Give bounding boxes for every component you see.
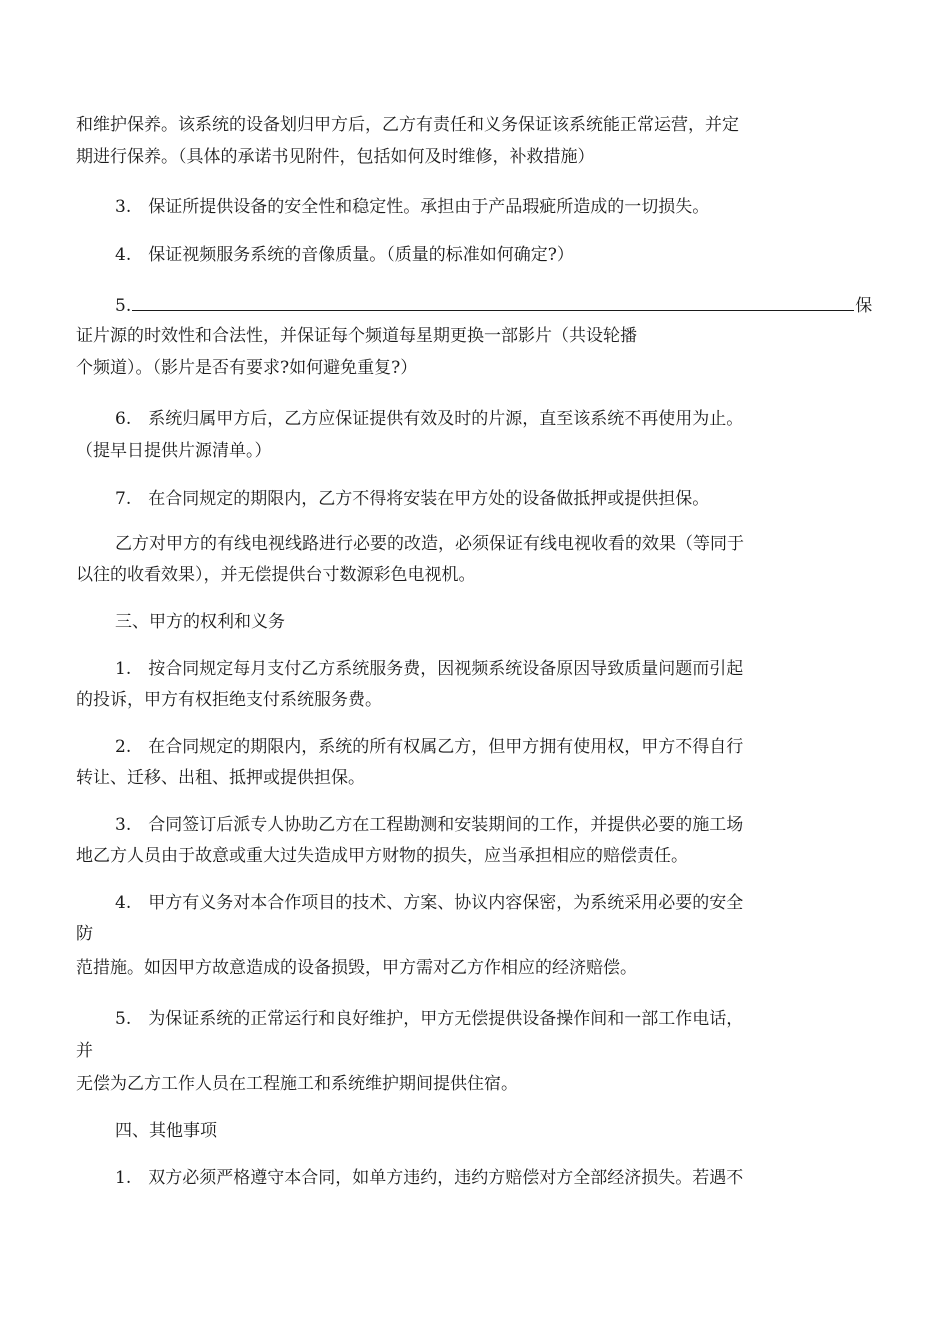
section-heading-4: 四、其他事项 bbox=[115, 1121, 217, 1141]
text-line: 防 bbox=[76, 924, 93, 944]
text-line: 个频道）。（影片是否有要求?如何避免重复?） bbox=[76, 358, 418, 378]
clause-5-line bbox=[115, 292, 872, 319]
text-line: 期进行保养。（具体的承诺书见附件，包括如何及时维修，补救措施） bbox=[76, 147, 595, 167]
text-line: 地乙方人员由于故意或重大过失造成甲方财物的损失，应当承担相应的赔偿责任。 bbox=[76, 846, 688, 866]
clause-a2: 2. 在合同规定的期限内，系统的所有权属乙方，但甲方拥有使用权，甲方不得自行 bbox=[115, 737, 744, 757]
text-line: 无偿为乙方工作人员在工程施工和系统维护期间提供住宿。 bbox=[76, 1074, 518, 1094]
text-line: 以往的收看效果），并无偿提供台寸数源彩色电视机。 bbox=[76, 565, 476, 585]
clause-a1: 1. 按合同规定每月支付乙方系统服务费，因视频系统设备原因导致质量问题而引起 bbox=[115, 659, 744, 679]
clause-5-number: 5. bbox=[115, 296, 132, 316]
text-line: 证片源的时效性和合法性，并保证每个频道每星期更换一部影片（共设轮播 bbox=[76, 326, 637, 346]
paragraph: 乙方对甲方的有线电视线路进行必要的改造，必须保证有线电视收看的效果（等同于 bbox=[115, 534, 744, 554]
section-heading-3: 三、甲方的权利和义务 bbox=[115, 612, 285, 632]
clause-6: 6. 系统归属甲方后，乙方应保证提供有效及时的片源，直至该系统不再使用为止。 bbox=[115, 409, 744, 429]
text-line: 并 bbox=[76, 1041, 93, 1061]
text-line: 范措施。如因甲方故意造成的设备损毁，甲方需对乙方作相应的经济赔偿。 bbox=[76, 958, 637, 978]
text-line: （提早日提供片源清单。） bbox=[76, 441, 272, 461]
clause-a3: 3. 合同签订后派专人协助乙方在工程勘测和安装期间的工作，并提供必要的施工场 bbox=[115, 815, 744, 835]
clause-b1: 1. 双方必须严格遵守本合同，如单方违约，违约方赔偿对方全部经济损失。若遇不 bbox=[115, 1168, 744, 1188]
text-line: 和维护保养。该系统的设备划归甲方后，乙方有责任和义务保证该系统能正常运营，并定 bbox=[76, 115, 739, 135]
text-line: 的投诉，甲方有权拒绝支付系统服务费。 bbox=[76, 690, 382, 710]
text-line: 转让、迁移、出租、抵押或提供担保。 bbox=[76, 768, 365, 788]
clause-a4: 4. 甲方有义务对本合作项目的技术、方案、协议内容保密，为系统采用必要的安全 bbox=[115, 893, 744, 913]
blank-underline bbox=[132, 292, 854, 311]
clause-4: 4. 保证视频服务系统的音像质量。（质量的标准如何确定?） bbox=[115, 245, 574, 265]
clause-7: 7. 在合同规定的期限内，乙方不得将安装在甲方处的设备做抵押或提供担保。 bbox=[115, 489, 710, 509]
clause-5-tail: 保 bbox=[855, 296, 873, 316]
clause-a5: 5. 为保证系统的正常运行和良好维护，甲方无偿提供设备操作间和一部工作电话， bbox=[115, 1009, 744, 1029]
clause-3: 3. 保证所提供设备的安全性和稳定性。承担由于产品瑕疵所造成的一切损失。 bbox=[115, 197, 710, 217]
